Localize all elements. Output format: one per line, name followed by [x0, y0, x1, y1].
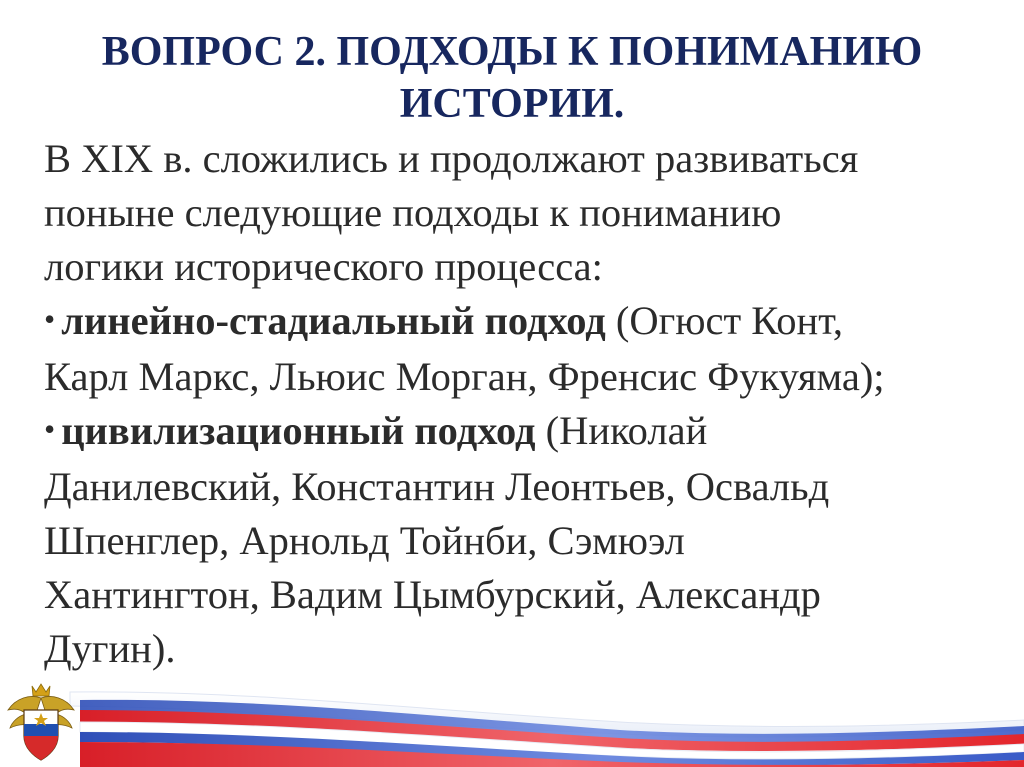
police-eagle-emblem-icon — [2, 680, 80, 766]
bullet-1-line-1 — [44, 294, 984, 350]
bullet-2-line-3: Шпенглер, Арнольд Тойнби, Сэмюэл — [44, 518, 685, 563]
flag-ribbon-decoration — [0, 670, 1024, 767]
bullet-2-line-4: Хантингтон, Вадим Цымбурский, Александр — [44, 572, 821, 617]
bullet-2-line-2: Данилевский, Константин Леонтьев, Освальд — [44, 464, 830, 509]
bullet-1-text: (Огюст Конт, — [605, 298, 843, 343]
bullet-2-term: цивилизационный подход — [61, 408, 536, 453]
title-line-1: ВОПРОС 2. ПОДХОДЫ К ПОНИМАНИЮ — [101, 29, 923, 75]
bullet-2-line-5: Дугин). — [44, 626, 176, 671]
intro-line-3: логики исторического процесса: — [44, 244, 603, 289]
slide-body — [44, 132, 984, 676]
bullet-icon: • — [44, 301, 56, 337]
bullet-2-text: (Николай — [535, 408, 708, 453]
intro-line-1: В XIX в. сложились и продолжают развиваться — [44, 136, 859, 181]
title-line-2: ИСТОРИИ. — [399, 81, 625, 127]
bullet-1-line-2: Карл Маркс, Льюис Морган, Френсис Фукуяма); — [44, 354, 885, 399]
slide-title — [40, 26, 984, 130]
bullet-icon: • — [44, 411, 56, 447]
bullet-2-line-1 — [44, 404, 984, 460]
intro-line-2: поныне следующие подходы к пониманию — [44, 190, 782, 235]
bullet-1-term: линейно-стадиальный подход — [61, 298, 606, 343]
